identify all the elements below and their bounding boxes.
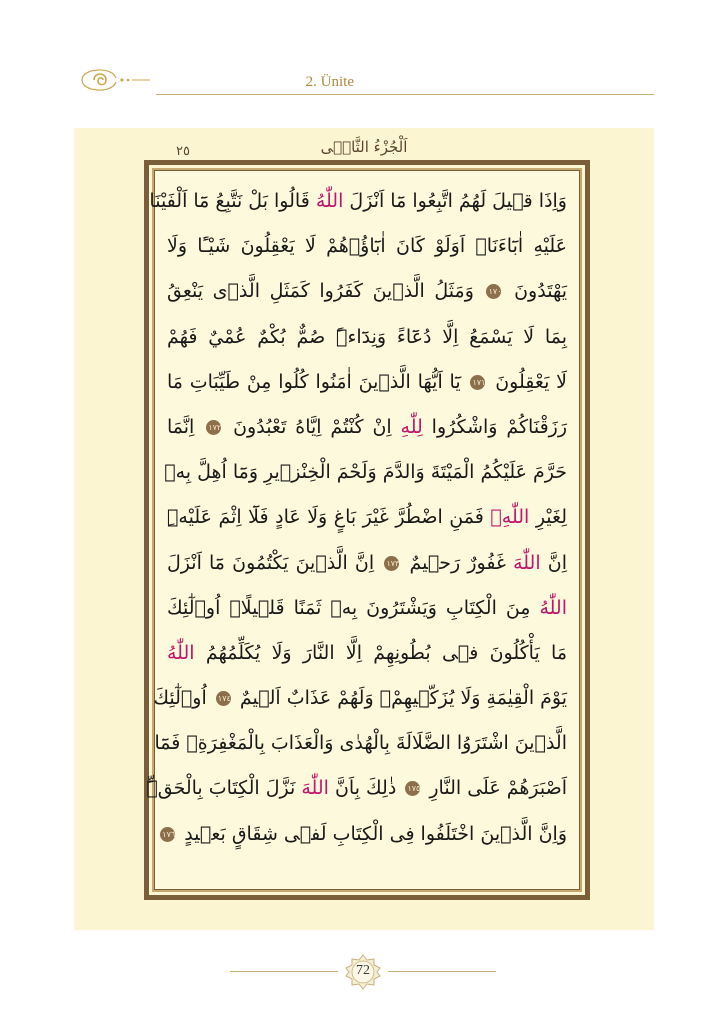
verse-line [167, 224, 567, 269]
mushaf-page-panel [74, 128, 654, 930]
verse-text: يَوْمَ الْقِيٰمَةِ وَلَا يُزَكّٖيهِمْۚ وَلَهُمْ عَذَابٌ اَلٖيمٌ [233, 687, 567, 710]
divine-name: اللّٰهِۚ [490, 506, 530, 529]
frame-inner [146, 170, 580, 890]
verse-text: بِمَا لَا يَسْمَعُ اِلَّا دُعَٓاءً وَنِدَٓاءًۜ صُمٌّ بُكْمٌ عُمْيٌ فَهُمْ [167, 325, 567, 348]
verse-line [153, 676, 567, 721]
footer-divider-right [388, 971, 496, 972]
verse-text: قَالُوا بَلْ نَتَّبِعُ مَٓا اَلْفَيْنَا [149, 190, 316, 212]
verse-text: وَاِذَا قٖيلَ لَهُمُ اتَّبِعُوا مَٓا اَنْزَلَ [343, 190, 567, 212]
divine-name: لِلّٰهِ [400, 415, 423, 438]
verse-text: اِنْ كُنْتُمْ اِيَّاهُ تَعْبُدُونَ [224, 415, 401, 438]
ayah-number-marker: ١٧٤ [216, 691, 231, 706]
ayah-number-marker: ١٧٠ [486, 284, 501, 299]
header-divider [156, 94, 654, 95]
page-number: 72 [356, 963, 370, 978]
verse-text: نَزَّلَ الْكِتَابَ بِالْحَقِّۜ [146, 777, 302, 800]
verse-text: وَاِنَّ الَّذٖينَ اخْتَلَفُوا فِى الْكِتَابِ لَفٖى شِقَاقٍ بَعٖيدٍ [178, 822, 567, 845]
text-frame [144, 160, 590, 900]
verse-text: غَفُورٌ رَحٖيمٌ [402, 551, 514, 574]
verse-line [167, 586, 567, 631]
verse-line [167, 315, 567, 360]
divine-name: اللّٰهَ [513, 551, 541, 574]
verse-text: لِغَيْرِ [529, 506, 567, 529]
ayah-number-marker: ١٧٢ [206, 420, 221, 435]
verse-text: عَلَيْهِ اٰبَٓاءَنَاۜ اَوَلَوْ كَانَ اٰبَٓاؤُ۬هُمْ لَا يَعْقِلُونَ شَيْـًٔا وَلَا [167, 235, 567, 258]
verse-text: حَرَّمَ عَلَيْكُمُ الْمَيْتَةَ وَالدَّمَ وَلَحْمَ الْخِنْزٖيرِ وَمَٓا اُهِلَّ بِهٖ [164, 461, 567, 484]
verse-line [167, 495, 567, 540]
page-badge [345, 954, 381, 990]
ayah-number-marker: ١٧٥ [405, 781, 420, 796]
divine-name: اللّٰهُ [539, 596, 567, 619]
verse-text: يَٓا اَيُّهَا الَّذٖينَ اٰمَنُوا كُلُوا مِنْ طَيِّبَاتِ مَا [167, 370, 468, 393]
verse-lines [146, 179, 568, 881]
verse-line [149, 179, 567, 224]
verse-text: ذٰلِكَ بِاَنَّ [328, 777, 403, 800]
verse-text: اِنَّ [540, 551, 568, 574]
verse-text: اُو۬لٰٓئِكَ [153, 687, 213, 710]
ayah-number-marker: ١٧٣ [384, 556, 399, 571]
verse-text: مِنَ الْكِتَابِ وَيَشْتَرُونَ بِهٖ ثَمَنًا قَلٖيلًاۙ اُو۬لٰٓئِكَ [167, 596, 540, 619]
divine-name: اللّٰهُ [315, 190, 344, 212]
verse-text: الَّذٖينَ اشْتَرَوُا الضَّلَالَةَ بِالْهُدٰى وَالْعَذَابَ بِالْمَغْفِرَةِۚ فَمَٓا [154, 732, 567, 755]
verse-line [167, 631, 567, 676]
verse-line [167, 405, 567, 450]
footer-divider-left [230, 971, 338, 972]
verse-text: لَا يَعْقِلُونَ [488, 370, 567, 393]
divine-name: اللّٰهُ [167, 641, 195, 664]
arabic-page-number: ٢٥ [176, 144, 190, 159]
verse-line [167, 541, 567, 586]
verse-line [154, 721, 567, 766]
verse-line [167, 269, 567, 314]
verse-text: مَا يَأْكُلُونَ فٖى بُطُونِهِمْ اِلَّا النَّارَ وَلَا يُكَلِّمُهُمُ [194, 641, 567, 664]
verse-text: اَصْبَرَهُمْ عَلَى النَّارِ [423, 777, 567, 800]
juz-label: اَلْجُزْءُ الثَّانٖى [320, 138, 408, 156]
verse-line [162, 812, 567, 857]
verse-text: اِنَّ الَّذٖينَ يَكْتُمُونَ مَٓا اَنْزَلَ [167, 551, 382, 574]
verse-text: رَزَقْنَاكُمْ وَاشْكُرُوا [422, 415, 567, 438]
ayah-number-marker: ١٧١ [470, 375, 485, 390]
divine-name: اللّٰهَ [301, 777, 329, 800]
verse-text: وَمَثَلُ الَّذٖينَ كَفَرُوا كَمَثَلِ الَّذٖى يَنْعِقُ [167, 280, 484, 303]
page-footer [230, 954, 496, 990]
decorative-flourish-icon [72, 64, 152, 96]
verse-text: يَهْتَدُونَ [504, 280, 567, 303]
verse-line [164, 450, 567, 495]
ayah-number-marker: ١٧٦ [160, 827, 175, 842]
verse-line [146, 766, 567, 811]
verse-text: اِنَّمَا [167, 415, 204, 438]
verse-line [167, 360, 567, 405]
page-header [72, 60, 654, 100]
verse-text: فَمَنِ اضْطُرَّ غَيْرَ بَاغٍ وَلَا عَادٍ فَلَٓا اِثْمَ عَلَيْهِۜ [167, 506, 491, 529]
chapter-title: 2. Ünite [305, 74, 354, 90]
